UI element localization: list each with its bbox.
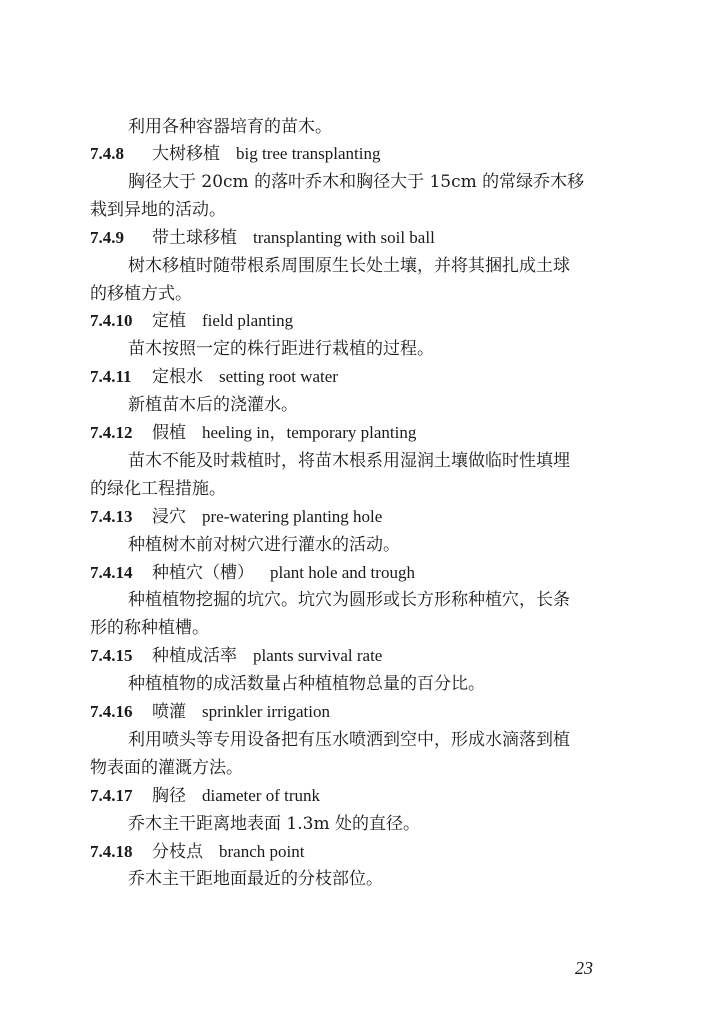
entry-definition-line: 的绿化工程措施。 (90, 478, 226, 499)
entry-definition-line: 物表面的灌溉方法。 (90, 757, 243, 778)
entry-term-chinese: 种植穴（槽） (152, 562, 254, 583)
entry-number: 7.4.13 (90, 506, 133, 526)
entry-heading (90, 364, 338, 390)
continuation-text: 利用各种容器培育的苗木。 (128, 117, 332, 137)
entry-term-english: plants survival rate (253, 646, 383, 666)
entry-number: 7.4.17 (90, 785, 133, 805)
entry-term-english: heeling in，temporary planting (202, 423, 417, 442)
entry-term-chinese: 定根水 (152, 367, 203, 388)
entry-definition-line: 栽到异地的活动。 (90, 199, 226, 220)
entry-definition-line: 种植植物挖掘的坑穴。坑穴为圆形或长方形称种植穴，长条 (128, 590, 570, 611)
entry-term-chinese: 浸穴 (152, 506, 186, 527)
entry-term-chinese: 喷灌 (152, 702, 186, 722)
entry-heading (90, 141, 380, 167)
entry-heading (90, 839, 304, 865)
entry-heading (90, 783, 320, 809)
entry-number: 7.4.9 (90, 227, 124, 247)
entry-heading (90, 560, 415, 586)
entry-heading (90, 308, 293, 334)
entry-definition-line: 苗木按照一定的株行距进行栽植的过程。 (128, 339, 434, 360)
entry-term-chinese: 种植成活率 (152, 646, 237, 667)
entry-term-english: pre-watering planting hole (202, 506, 383, 526)
entry-definition-line: 树木移植时随带根系周围原生长处土壤，并将其捆扎成土球 (128, 255, 570, 276)
entry-term-english: branch point (219, 841, 305, 861)
page-number: 23 (575, 958, 593, 978)
entry-term-chinese: 假植 (152, 423, 186, 443)
entry-definition-line: 种植植物的成活数量占种植植物总量的百分比。 (128, 674, 485, 695)
entry-heading (90, 699, 330, 725)
entry-number: 7.4.11 (90, 367, 132, 387)
entry-definition-line: 胸径大于 20cm 的落叶乔木和胸径大于 15cm 的常绿乔木移 (128, 171, 585, 192)
entry-term-english: transplanting with soil ball (253, 227, 435, 247)
entry-definition-line: 乔木主干距离地表面 1.3m 处的直径。 (128, 813, 420, 834)
entry-number: 7.4.16 (90, 702, 133, 721)
entry-term-english: field planting (202, 311, 294, 331)
entry-term-english: big tree transplanting (236, 144, 381, 163)
entry-number: 7.4.14 (90, 562, 133, 582)
entry-heading (90, 504, 382, 530)
entry-heading (90, 643, 382, 669)
entry-heading (90, 420, 416, 446)
entry-heading (90, 225, 435, 251)
entry-term-chinese: 大树移植 (152, 144, 220, 164)
entry-term-chinese: 带土球移植 (152, 227, 237, 248)
entry-definition-line: 新植苗木后的浇灌水。 (128, 395, 298, 416)
entry-term-chinese: 分枝点 (152, 841, 203, 862)
entry-term-chinese: 定植 (152, 311, 186, 332)
entry-definition-line: 苗木不能及时栽植时，将苗木根系用湿润土壤做临时性填埋 (128, 450, 570, 471)
entry-number: 7.4.10 (90, 311, 133, 331)
entry-term-chinese: 胸径 (152, 785, 186, 806)
entry-definition-line: 形的称种植槽。 (90, 618, 209, 639)
entry-definition-line: 利用喷头等专用设备把有压水喷洒到空中，形成水滴落到植 (128, 729, 570, 750)
entry-number: 7.4.12 (90, 423, 133, 442)
entry-term-english: setting root water (219, 367, 338, 387)
entry-term-english: plant hole and trough (270, 562, 415, 582)
entry-term-english: diameter of trunk (202, 785, 321, 805)
entry-definition-line: 的移植方式。 (90, 283, 192, 304)
entry-term-english: sprinkler irrigation (202, 702, 330, 721)
entry-number: 7.4.18 (90, 841, 133, 861)
entry-number: 7.4.15 (90, 646, 133, 666)
entry-definition-line: 乔木主干距地面最近的分枝部位。 (128, 869, 383, 890)
entry-definition-line: 种植树木前对树穴进行灌水的活动。 (128, 534, 400, 555)
entry-number: 7.4.8 (90, 144, 124, 163)
